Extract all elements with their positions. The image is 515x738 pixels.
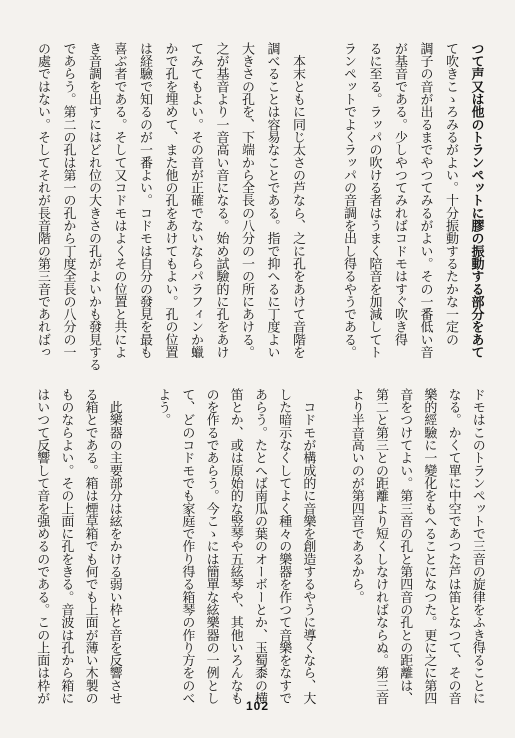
text-column: ものならよい。その上面に孔をきる。音波は孔から箱に (58, 388, 74, 705)
text-column: した暗示なくしてよく種々の樂器を作つて音樂をなすで (276, 388, 292, 705)
text-column: であらう。第二の孔は第一の孔から丁度全長の八分の一 (60, 42, 76, 359)
text-column: の處ではない。そしてそれが長音階の第三音であればっ (35, 42, 50, 359)
text-column: 此樂器の主要部分は絃をかける弱い枠と音を反響させ (106, 388, 122, 705)
text-column: る箱とである。箱は煙草箱でも何でも上面が薄い木製の (82, 388, 98, 705)
text-column: ランペットでよくラッパの音調を出し得るやうである。 (341, 42, 356, 359)
text-column: 笛とか、或は原始的な竪琴や五絃琴や、其他いろんなも (227, 388, 243, 705)
text-column: かで孔を埋めて、また他の孔をあけてもよい。孔の位置 (162, 42, 178, 359)
text-column: コドモが構成的に音樂を創造するやうに導くなら、大 (300, 388, 316, 705)
lower-text-block (30, 388, 490, 705)
text-column: 第二と第三との距離より短くしなければならぬ。第三音 (373, 388, 388, 705)
text-column: 本末ともに同じ太さの芦なら、之に孔をあけて音階を (290, 42, 305, 359)
text-column: るに至る。ラッパの吹ける者はうまく陪音を加減してト (366, 42, 382, 359)
page-number: 102 (245, 699, 270, 713)
text-column: より半音高いのが第四音であるから。 (348, 388, 364, 604)
text-column: 調子の音が出るまでやつてみるがよい。その一番低い音 (417, 42, 433, 359)
text-column: のを作るであらう。今こゝには簡單な絃樂器の一例とし (203, 388, 219, 705)
text-column: ドモはこのトランペットで三音の旋律をふき得ることに (469, 388, 485, 705)
text-column: なる。かくて單に中空であつた芦は笛となつて、その音 (445, 388, 461, 705)
text-column: 音をつけてよい。第三音の孔と第四音の孔との距離は、 (397, 388, 413, 705)
text-column: 調べることは容易なことである。指で抑へるに丁度よい (264, 42, 280, 359)
text-column: 大きさの孔を、下端から全長の八分の一の所にあける。 (239, 42, 254, 359)
text-column: つて声又は他のトランペットに膠の振動する部分をあて (468, 42, 484, 359)
text-column: て吹きこゝろみるがよい。十分振動するたかな一定の (443, 42, 458, 346)
text-column: 之が基音より一音高い音になる。始め試驗的に孔をあけ (213, 42, 229, 359)
text-column: 樂的經驗に一變化をもへることになつた。更に之に第四 (421, 388, 437, 705)
text-column: はいつて反響して音を强めるのである。この上面は枠が (34, 388, 50, 705)
text-column: て、どのコドモでも家庭で作り得る箱琴の作り方をのべ (179, 388, 195, 705)
text-column: は経驗で知るのが一番よい。コドモは自分の發見を最も (137, 42, 152, 359)
upper-text-block (30, 42, 490, 371)
text-column: 喜ぶ者である。そして又コドモはよくその位置と共によ (111, 42, 127, 359)
text-column: てみてもよい。その音が正確でないならパラフィンか蠟 (188, 42, 203, 359)
text-column: が基音である。少しやつてみればコドモはすぐ吹き得 (392, 42, 407, 346)
text-column: き音調を出すにはどれ位の大きさの孔がよいかも發見する (86, 42, 101, 371)
text-column: あらう。たとへば南瓜の葉のオーボーとか、玉蜀黍の横 (252, 388, 267, 705)
text-column: よう。 (155, 388, 171, 426)
